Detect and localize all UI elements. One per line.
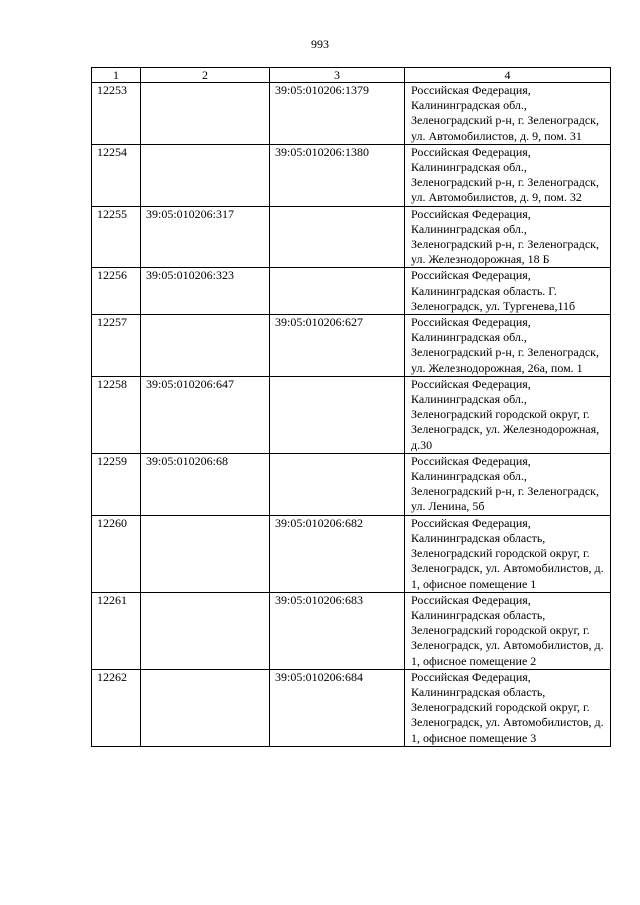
land-cadastral-number: 39:05:010206:317 (141, 206, 270, 268)
land-cadastral-number (141, 592, 270, 669)
table-row (92, 376, 611, 453)
object-cadastral-number (270, 453, 405, 515)
object-cadastral-number: 39:05:010206:627 (270, 315, 405, 377)
address-cell: Российская Федерация, Калининградская обл., Зеленоградский р-н, г. Зеленоградск, ул. Железнодорожная, 26а, пом. 1 (405, 315, 611, 377)
address-cell: Российская Федерация, Калининградская обл., Зеленоградский р-н, г. Зеленоградск, ул. Ленина, 5б (405, 453, 611, 515)
land-cadastral-number: 39:05:010206:68 (141, 453, 270, 515)
page-number: 993 (311, 37, 329, 51)
row-number: 12253 (92, 83, 141, 145)
object-cadastral-number: 39:05:010206:1379 (270, 83, 405, 145)
land-cadastral-number: 39:05:010206:323 (141, 268, 270, 315)
table-row (92, 315, 611, 377)
land-cadastral-number: 39:05:010206:647 (141, 376, 270, 453)
table-row (92, 592, 611, 669)
object-cadastral-number: 39:05:010206:683 (270, 592, 405, 669)
header-col-1: 1 (92, 68, 141, 83)
row-number: 12258 (92, 376, 141, 453)
object-cadastral-number: 39:05:010206:1380 (270, 144, 405, 206)
address-cell: Российская Федерация, Калининградская обл., Зеленоградский городской округ, г. Зеленоградск, ул. Железнодорожная, д.30 (405, 376, 611, 453)
address-cell: Российская Федерация, Калининградская область, Зеленоградский городской округ, г. Зеленоградск, ул. Автомобилистов, д. 1, офисное помещение 3 (405, 669, 611, 746)
land-cadastral-number (141, 669, 270, 746)
table-row (92, 206, 611, 268)
object-cadastral-number: 39:05:010206:684 (270, 669, 405, 746)
table-row (92, 669, 611, 746)
header-col-4: 4 (405, 68, 611, 83)
object-cadastral-number (270, 206, 405, 268)
row-number: 12257 (92, 315, 141, 377)
header-col-2: 2 (141, 68, 270, 83)
row-number: 12254 (92, 144, 141, 206)
land-cadastral-number (141, 315, 270, 377)
table-row (92, 144, 611, 206)
row-number: 12255 (92, 206, 141, 268)
address-cell: Российская Федерация, Калининградская область, Зеленоградский городской округ, г. Зеленоградск, ул. Автомобилистов, д. 1, офисное помещение 1 (405, 515, 611, 592)
table-row (92, 268, 611, 315)
row-number: 12262 (92, 669, 141, 746)
object-cadastral-number (270, 268, 405, 315)
address-cell: Российская Федерация, Калининградская обл., Зеленоградский р-н, г. Зеленоградск, ул. Автомобилистов, д. 9, пом. 32 (405, 144, 611, 206)
land-cadastral-number (141, 144, 270, 206)
row-number: 12260 (92, 515, 141, 592)
table-row (92, 515, 611, 592)
registry-table (91, 67, 611, 747)
table-row (92, 453, 611, 515)
row-number: 12261 (92, 592, 141, 669)
header-col-3: 3 (270, 68, 405, 83)
address-cell: Российская Федерация, Калининградская обл., Зеленоградский р-н, г. Зеленоградск, ул. Автомобилистов, д. 9, пом. 31 (405, 83, 611, 145)
address-cell: Российская Федерация, Калининградская область, Зеленоградский городской округ, г. Зеленоградск, ул. Автомобилистов, д. 1, офисное помещение 2 (405, 592, 611, 669)
table-row (92, 83, 611, 145)
address-cell: Российская Федерация, Калининградская обл., Зеленоградский р-н, г. Зеленоградск, ул. Железнодорожная, 18 Б (405, 206, 611, 268)
address-cell: Российская Федерация, Калининградская область. Г. Зеленоградск, ул. Тургенева,11б (405, 268, 611, 315)
table-header-row (92, 68, 611, 83)
land-cadastral-number (141, 83, 270, 145)
object-cadastral-number (270, 376, 405, 453)
row-number: 12259 (92, 453, 141, 515)
land-cadastral-number (141, 515, 270, 592)
row-number: 12256 (92, 268, 141, 315)
object-cadastral-number: 39:05:010206:682 (270, 515, 405, 592)
